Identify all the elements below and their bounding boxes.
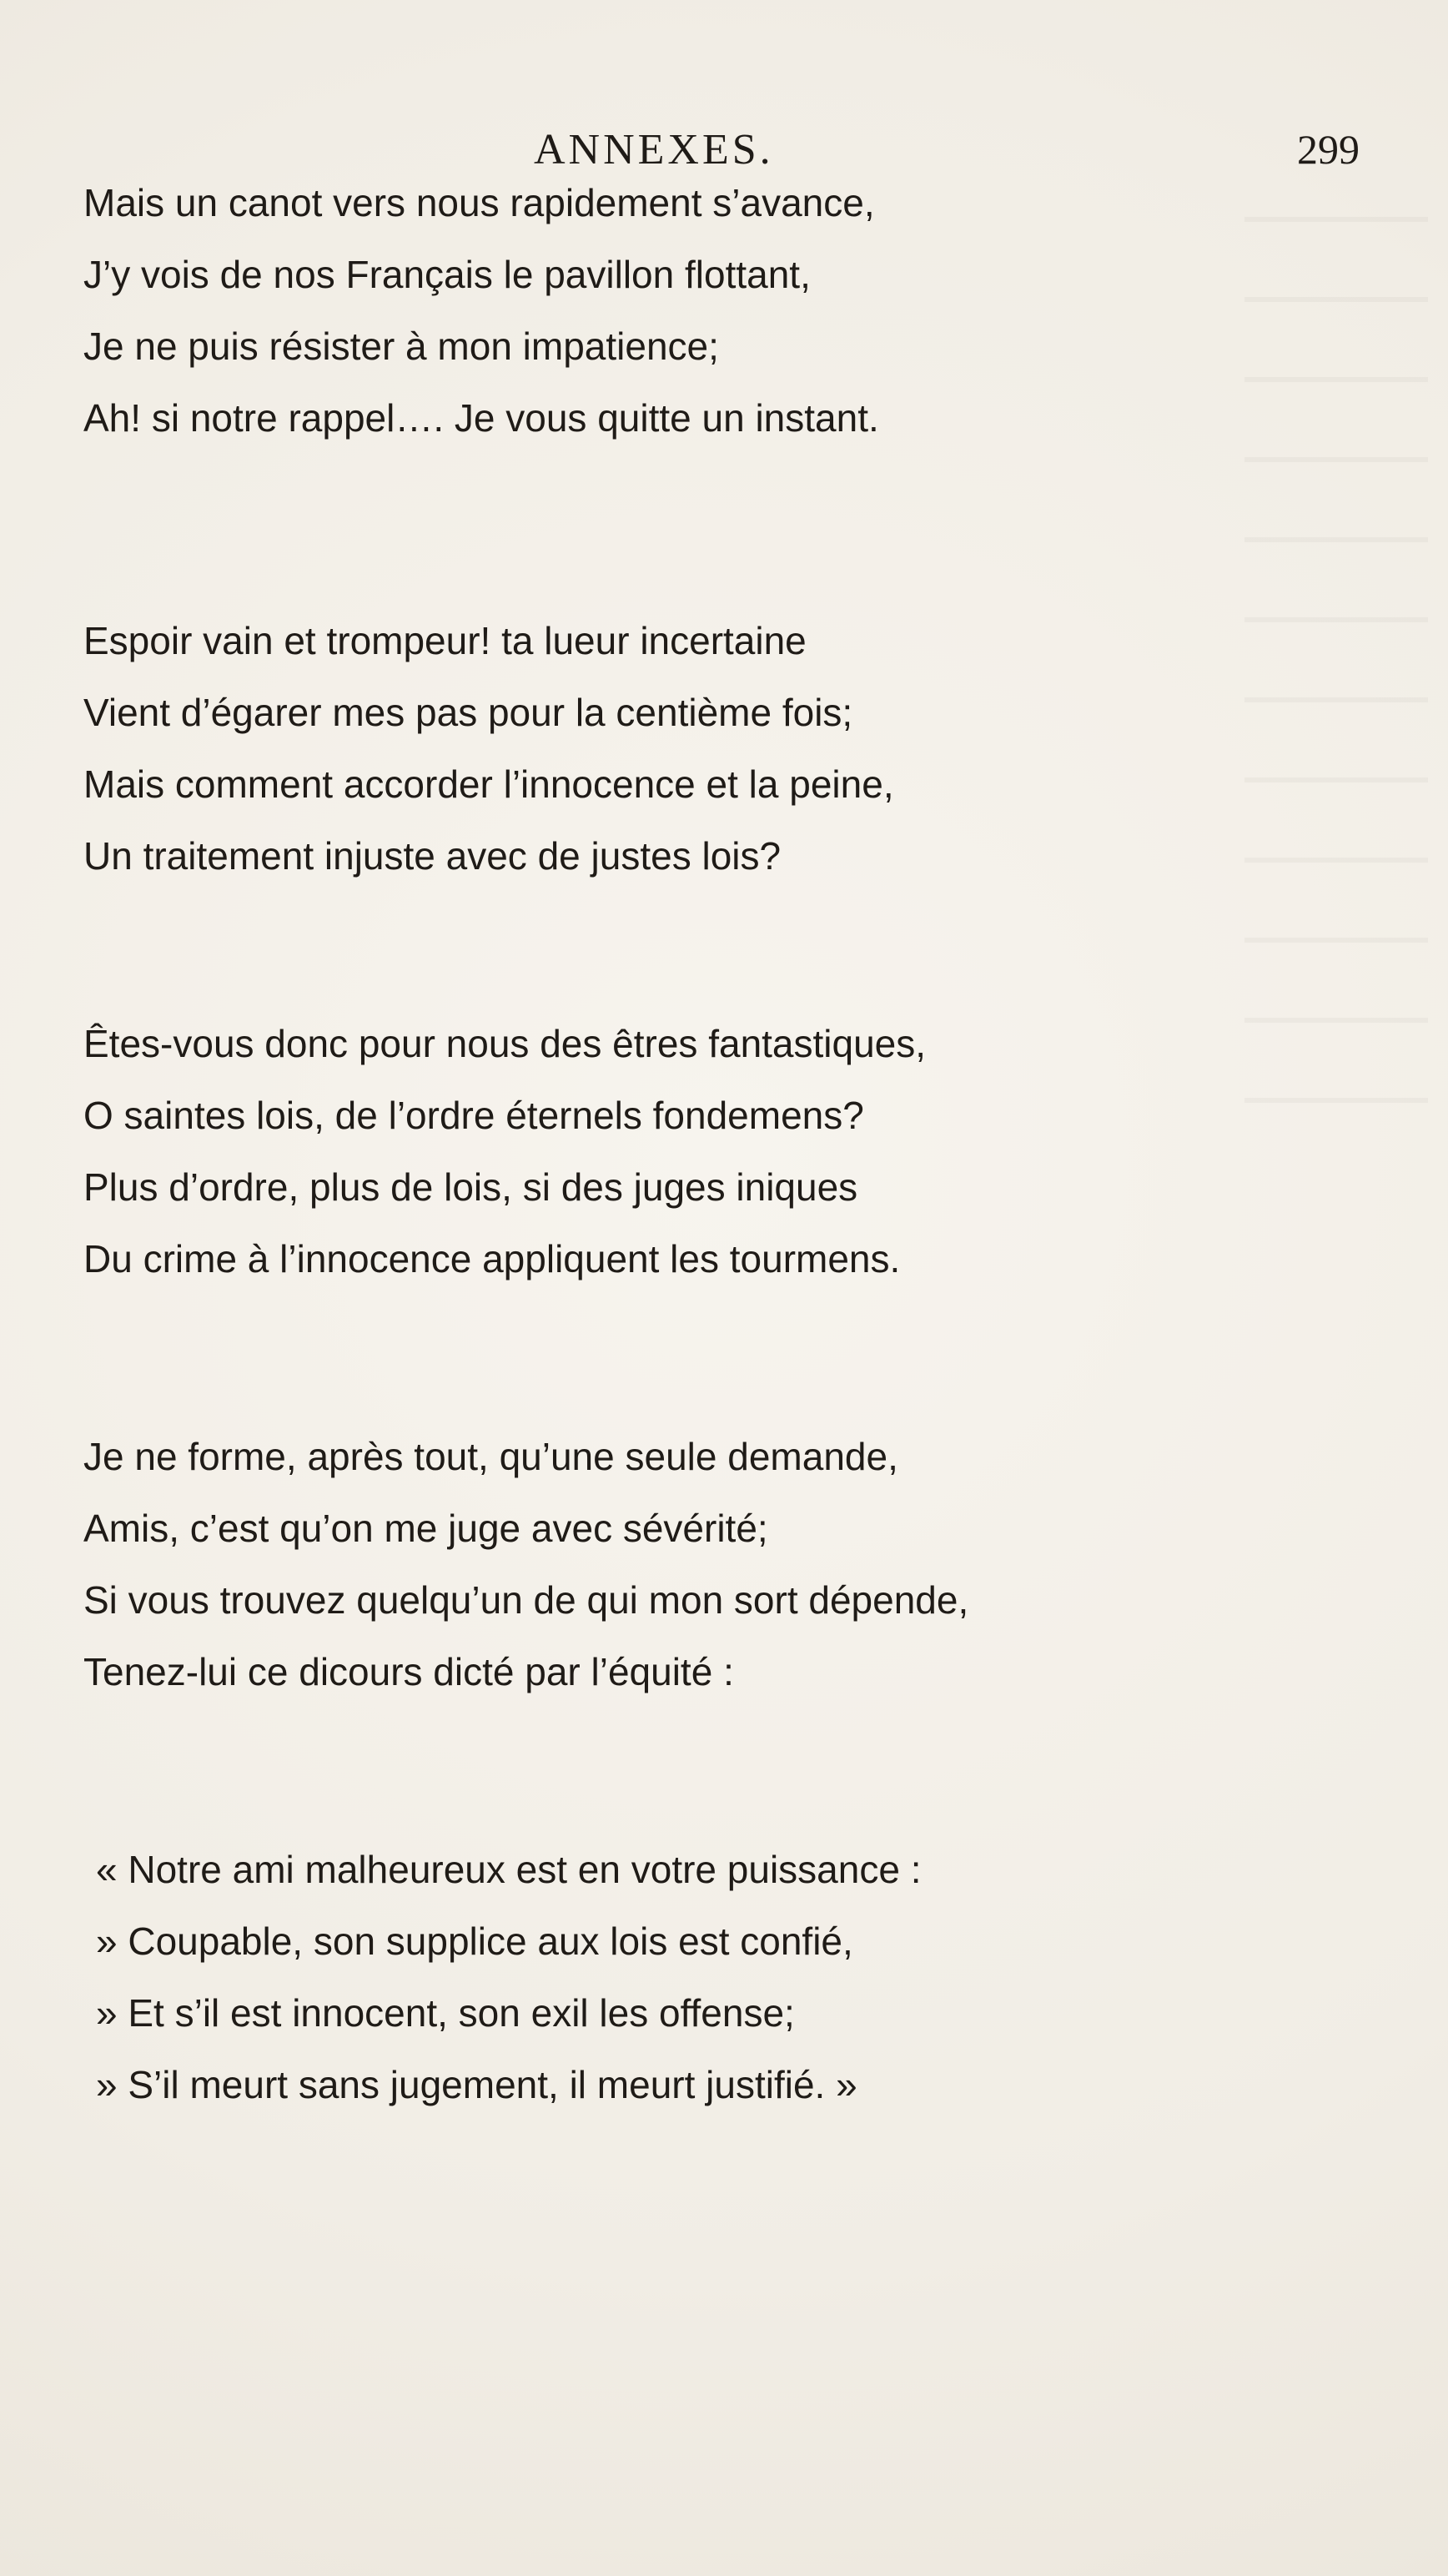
verse-line: Je ne forme, après tout, qu’une seule demande, <box>83 1435 898 1478</box>
verse-line: Plus d’ordre, plus de lois, si des juges iniques <box>83 1165 858 1209</box>
verse-line: Mais un canot vers nous rapidement s’avance, <box>83 181 875 224</box>
verse-line: Si vous trouvez quelqu’un de qui mon sort dépende, <box>83 1578 969 1622</box>
bleed-through-texture <box>1244 142 1428 1143</box>
quoted-verse-line: « Notre ami malheureux est en votre puissance : <box>96 1848 922 1891</box>
verse-line: Êtes-vous donc pour nous des êtres fantastiques, <box>83 1022 927 1065</box>
verse-line: Je ne puis résister à mon impatience; <box>83 325 719 368</box>
verse-line: Vient d’égarer mes pas pour la centième fois; <box>83 691 853 734</box>
verse-line: Amis, c’est qu’on me juge avec sévérité; <box>83 1507 768 1550</box>
quoted-verse-line: » Et s’il est innocent, son exil les offense; <box>96 1991 795 2035</box>
verse-line: J’y vois de nos Français le pavillon flottant, <box>83 253 811 296</box>
quoted-verse-line: » Coupable, son supplice aux lois est confié, <box>96 1919 853 1963</box>
running-head: ANNEXES. <box>534 126 774 174</box>
verse-line: Ah! si notre rappel…. Je vous quitte un instant. <box>83 396 879 440</box>
verse-line: Espoir vain et trompeur! ta lueur incertaine <box>83 619 807 662</box>
verse-line: Mais comment accorder l’innocence et la peine, <box>83 762 894 806</box>
verse-line: O saintes lois, de l’ordre éternels fondemens? <box>83 1094 864 1137</box>
quoted-verse-line: » S’il meurt sans jugement, il meurt justifié. » <box>96 2063 857 2106</box>
verse-line: Un traitement injuste avec de justes lois? <box>83 834 782 878</box>
verse-line: Du crime à l’innocence appliquent les tourmens. <box>83 1237 901 1280</box>
page-number: 299 <box>1297 126 1360 173</box>
verse-line: Tenez-lui ce dicours dicté par l’équité : <box>83 1650 734 1693</box>
page-header <box>0 125 1448 175</box>
